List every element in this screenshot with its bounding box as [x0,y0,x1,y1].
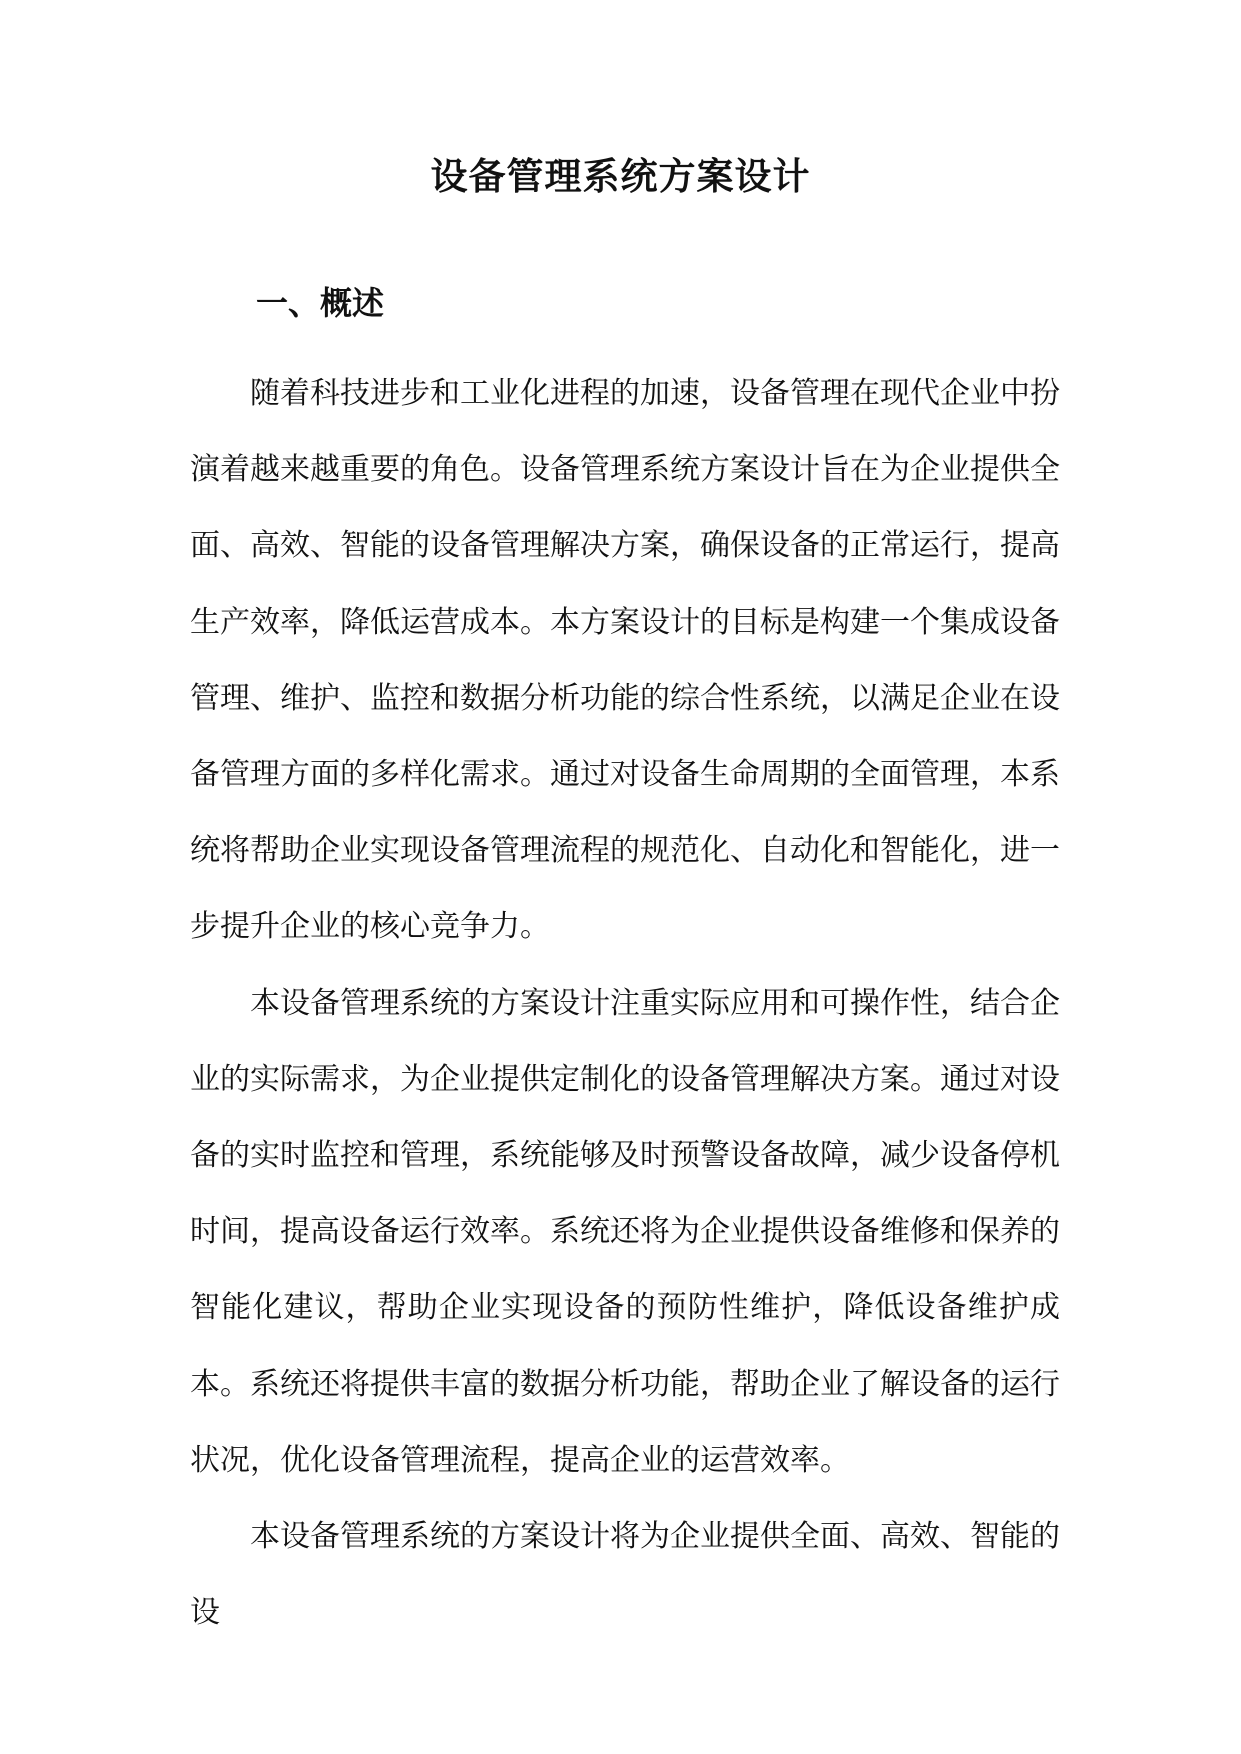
section-heading: 一、概述 [256,284,385,322]
paragraph-1: 随着科技进步和工业化进程的加速，设备管理在现代企业中扮演着越来越重要的角色。设备管理系统方案设计旨在为企业提供全面、高效、智能的设备管理解决方案，确保设备的正常运行，提高生产效率，降低运营成本。本方案设计的目标是构建一个集成设备管理、维护、监控和数据分析功能的综合性系统，以满足企业在设备管理方面的多样化需求。通过对设备生命周期的全面管理，本系统将帮助企业实现设备管理流程的规范化、自动化和智能化，进一步提升企业的核心竞争力。 [190,376,1060,945]
document-title: 设备管理系统方案设计 [430,154,811,198]
paragraph-2: 本设备管理系统的方案设计注重实际应用和可操作性，结合企业的实际需求，为企业提供定制化的设备管理解决方案。通过对设备的实时监控和管理，系统能够及时预警设备故障，减少设备停机时间，提高设备运行效率。系统还将为企业提供设备维修和保养的智能化建议，帮助企业实现设备的预防性维护，降低设备维护成本。系统还将提供丰富的数据分析功能，帮助企业了解设备的运行状况，优化设备管理流程，提高企业的运营效率。 [190,985,1060,1478]
paragraph-3: 本设备管理系统的方案设计将为企业提供全面、高效、智能的设 [190,1519,1060,1631]
document-body [190,356,1060,1651]
